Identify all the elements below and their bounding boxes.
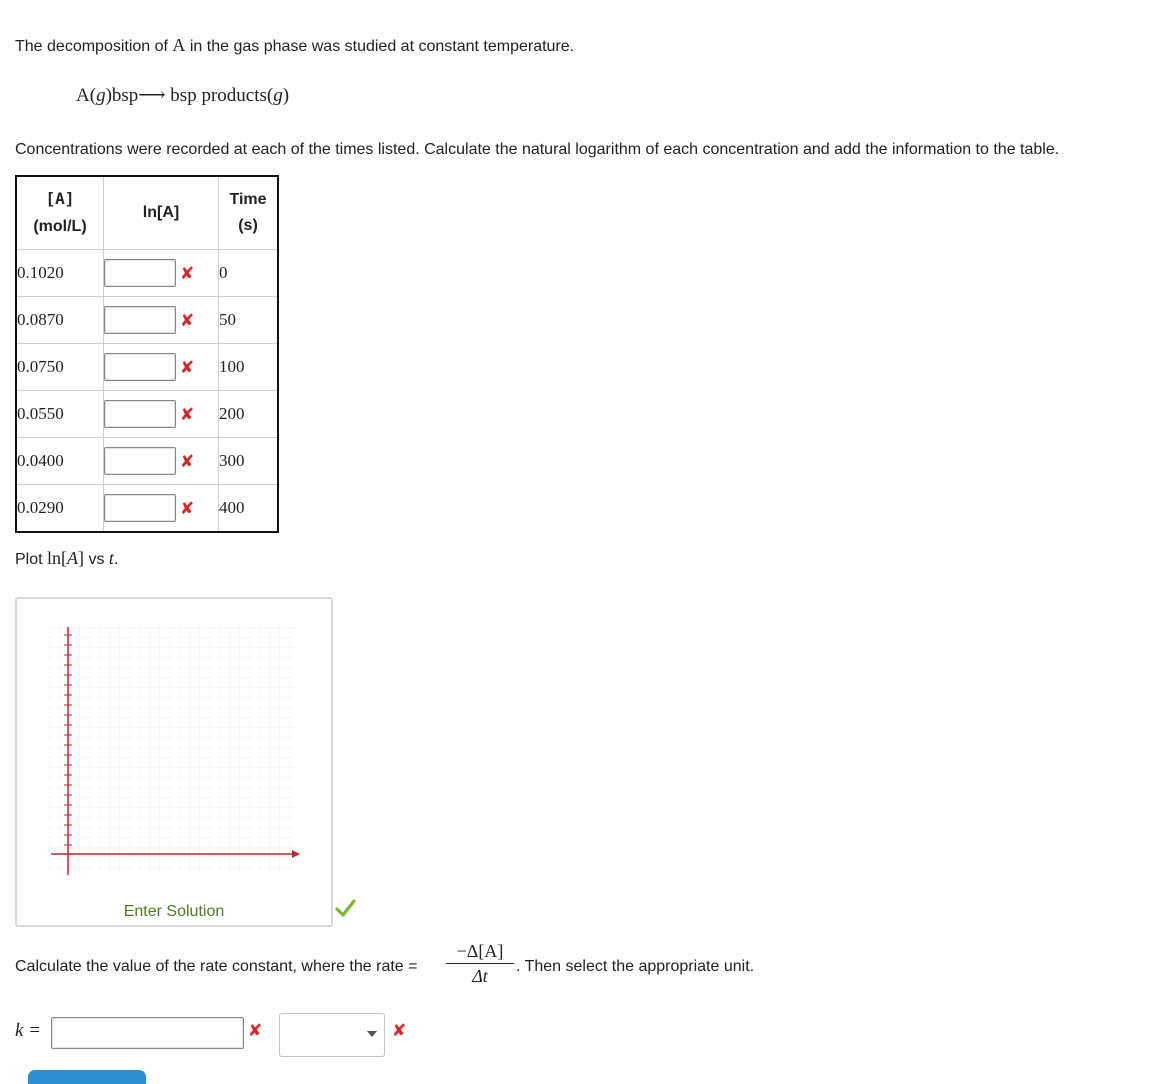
header-ln-label: ln[A] (142, 204, 180, 221)
ln-cell (104, 438, 219, 485)
reaction-mid-2: bsp products( (165, 85, 274, 106)
conc-value: 0.0870 (16, 297, 104, 344)
header-time (219, 176, 279, 250)
k-label-text: k = (15, 1020, 42, 1041)
incorrect-x-icon: ✘ (180, 357, 195, 377)
time-value: 0 (219, 250, 279, 297)
k-input[interactable] (51, 1017, 244, 1049)
graph-grid (49, 627, 299, 875)
plot-var: A (67, 548, 79, 568)
reaction-phase-2: g (273, 85, 283, 106)
intro-text-before: The decomposition of (15, 38, 173, 55)
time-value: 100 (219, 344, 279, 391)
instructions: Concentrations were recorded at each of the times listed. Calculate the natural logarithm of each concentration and add the information to the table. (15, 141, 1060, 158)
conc-value: 0.0750 (16, 344, 104, 391)
time-value: 50 (219, 297, 279, 344)
plot-vs: vs (84, 551, 109, 568)
incorrect-x-icon: ✘ (180, 404, 195, 424)
header-conc-symbol: [A] (45, 189, 75, 208)
header-concentration (16, 176, 104, 250)
incorrect-x-icon: ✘ (180, 263, 195, 283)
plot-prefix: Plot (15, 551, 48, 568)
plot-instruction (15, 548, 118, 569)
ln-cell (104, 250, 219, 297)
header-conc-unit: (mol/L) (33, 218, 87, 235)
concentration-table (15, 175, 279, 533)
reaction-reactant: A( (76, 85, 97, 106)
graph-canvas[interactable] (17, 599, 331, 899)
plot-ln: ln (47, 548, 62, 568)
table-row (16, 391, 278, 438)
plot-bracket-open: [ (61, 548, 68, 568)
unit-select[interactable] (279, 1013, 385, 1057)
reaction-arrow-icon: ⟶ (138, 85, 166, 106)
reaction-equation (76, 84, 289, 107)
time-value: 200 (219, 391, 279, 438)
header-time-unit: (s) (238, 217, 258, 234)
rate-instruction-tail: . Then select the appropriate unit. (516, 958, 755, 975)
time-value: 300 (219, 438, 279, 485)
ln-cell (104, 391, 219, 438)
rate-fraction (446, 941, 514, 987)
submit-button[interactable] (28, 1070, 146, 1084)
rate-numerator: −Δ[A] (446, 941, 514, 964)
ln-input[interactable] (104, 306, 176, 334)
correct-check-icon (334, 898, 356, 918)
ln-input[interactable] (104, 353, 176, 381)
plot-bracket-close: ] (78, 548, 85, 568)
reaction-phase-1: g (96, 85, 106, 106)
conc-value: 0.0400 (16, 438, 104, 485)
header-time-label: Time (229, 191, 267, 208)
ln-input[interactable] (104, 259, 176, 287)
table-row (16, 438, 278, 485)
reaction-end: ) (282, 85, 290, 106)
ln-input[interactable] (104, 494, 176, 522)
header-ln (104, 176, 219, 250)
table-row (16, 485, 278, 533)
table-header-row (16, 176, 278, 250)
incorrect-x-icon: ✘ (180, 451, 195, 471)
ln-cell (104, 485, 219, 533)
unit-incorrect-x-icon: ✘ (392, 1021, 407, 1040)
plot-period: . (113, 551, 119, 568)
incorrect-x-icon: ✘ (180, 310, 195, 330)
table-row (16, 344, 278, 391)
intro-text (15, 35, 574, 56)
incorrect-x-icon: ✘ (180, 498, 195, 518)
conc-value: 0.1020 (16, 250, 104, 297)
ln-input[interactable] (104, 400, 176, 428)
conc-value: 0.0550 (16, 391, 104, 438)
chevron-down-icon (367, 1031, 377, 1037)
graph-widget[interactable] (15, 597, 333, 927)
ln-input[interactable] (104, 447, 176, 475)
intro-species: A (172, 35, 186, 55)
ln-cell (104, 297, 219, 344)
conc-value: 0.0290 (16, 485, 104, 533)
intro-text-after: in the gas phase was studied at constant temperature. (185, 38, 575, 55)
table-row (16, 250, 278, 297)
k-label (15, 1020, 41, 1042)
rate-denominator: Δt (472, 966, 488, 986)
reaction-mid-1: )bsp (105, 85, 139, 106)
enter-solution-button[interactable]: Enter Solution (123, 903, 225, 920)
rate-instruction: Calculate the value of the rate constant, where the rate = (15, 958, 418, 975)
plot-t: t (108, 548, 114, 568)
time-value: 400 (219, 485, 279, 533)
k-incorrect-x-icon: ✘ (248, 1021, 263, 1040)
table-row (16, 297, 278, 344)
ln-cell (104, 344, 219, 391)
